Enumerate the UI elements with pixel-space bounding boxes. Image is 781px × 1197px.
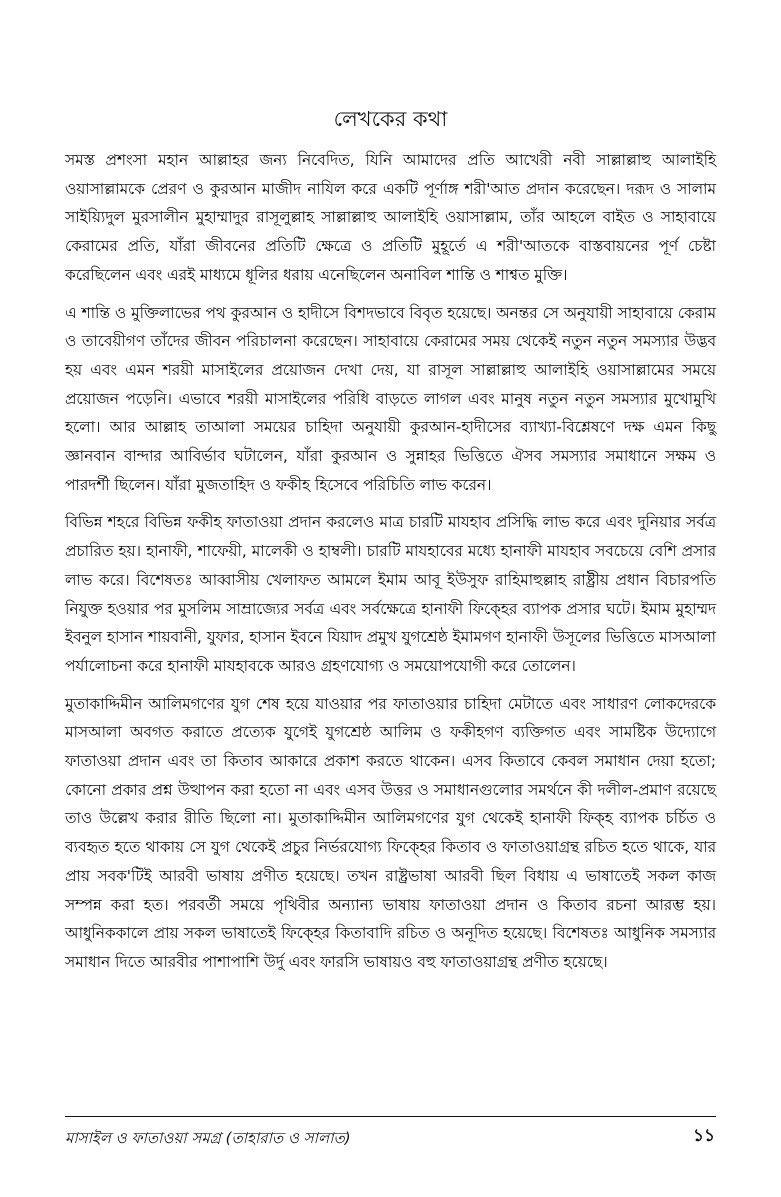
footer-book-title: মাসাইল ও ফাতাওয়া সমগ্র (তাহারাত ও সালাত) [65,1129,351,1147]
paragraph-4: মুতাকাদ্দিমীন আলিমগণের যুগ শেষ হয়ে যাওয়ার পর ফাতাওয়ার চাহিদা মেটাতে এবং সাধারণ লোকদেরকে মাসআলা অবগত করাতে প্রত্যেক যুগেই যুগশ্রেষ্ঠ আলিম ও ফকীহগণ ব্যক্তিগত এবং সামষ্টিক উদ্যোগে ফাতাওয়া প্রদান এবং তা কিতাব আকারে প্রকাশ করতে থাকেন। এসব কিতাবে কেবল সমাধান দেয়া হতো; কোনো প্রকার প্রশ্ন উত্থাপন করা হতো না এবং এসব উত্তর ও সমাধানগুলোর সমর্থনে কী দলীল-প্রমাণ রয়েছে তাও উল্লেখ করার রীতি ছিলো না। মুতাকাদ্দিমীন আলিমগণের যুগ থেকেই হানাফী ফিক্হ ব্যাপক চর্চিত ও ব্যবহৃত হতে থাকায় সে যুগ থেকেই প্রচুর নির্ভরযোগ্য ফিক্হের কিতাব ও ফাতাওয়াগ্রন্থ রচিত হতে থাকে, যার প্রায় সবক'টিই আরবী ভাষায় প্রণীত হয়েছে। তখন রাষ্ট্রভাষা আরবী ছিল বিধায় এ ভাষাতেই সকল কাজ সম্পন্ন করা হত। পরবর্তী সময়ে পৃথিবীর অন্যান্য ভাষায় ফাতাওয়া প্রদান ও কিতাব রচনা আরম্ভ হয়। আধুনিককালে প্রায় সকল ভাষাতেই ফিক্হের কিতাবাদি রচিত ও অনূদিত হয়েছে। বিশেষতঃ আধুনিক সমস্যার সমাধান দিতে আরবীর পাশাপাশি উর্দু এবং ফারসি ভাষায়ও বহু ফাতাওয়াগ্রন্থ প্রণীত হয়েছে। [65,694,716,971]
paragraph-3: বিভিন্ন শহরে বিভিন্ন ফকীহ ফাতাওয়া প্রদান করলেও মাত্র চারটি মাযহাব প্রসিদ্ধি লাভ করে এবং দুনিয়ার সর্বত্র প্রচারিত হয়। হানাফী, শাফেয়ী, মালেকী ও হাম্বলী। চারটি মাযহাবের মধ্যে হানাফী মাযহাব সবচেয়ে বেশি প্রসার লাভ করে। বিশেষতঃ আব্বাসীয় খেলাফত আমলে ইমাম আবূ ইউসুফ রাহিমাহুল্লাহ রাষ্ট্রীয় প্রধান বিচারপতি নিযুক্ত হওয়ার পর মুসলিম সাম্রাজ্যের সর্বত্র এবং সর্বক্ষেত্রে হানাফী ফিক্হের ব্যাপক প্রসার ঘটে। ইমাম মুহাম্মদ ইবনুল হাসান শায়বানী, যুফার, হাসান ইবনে যিয়াদ প্রমুখ যুগশ্রেষ্ঠ ইমামগণ হানাফী উসূলের ভিত্তিতে মাসআলা পর্যালোচনা করে হানাফী মাযহাবকে আরও গ্রহণযোগ্য ও সময়োপযোগী করে তোলেন। [65,513,716,675]
body-text [65,146,716,986]
paragraph-1: সমস্ত প্রশংসা মহান আল্লাহর জন্য নিবেদিত, যিনি আমাদের প্রতি আখেরী নবী সাল্লাল্লাহু আলাইহি ওয়াসাল্লামকে প্রেরণ ও কুরআন মাজীদ নাযিল করে একটি পূর্ণাঙ্গ শরী'আত প্রদান করেছেন। দরূদ ও সালাম সাইয়্যিদুল মুরসালীন মুহাম্মাদুর রাসূলুল্লাহ সাল্লাল্লাহু আলাইহি ওয়াসাল্লাম, তাঁর আহলে বাইত ও সাহাবায়ে কেরামের প্রতি, যাঁরা জীবনের প্রতিটি ক্ষেত্রে ও প্রতিটি মুহূর্তে এ শরী'আতকে বাস্তবায়নের পূর্ণ চেষ্টা করেছিলেন এবং এরই মাধ্যমে ধূলির ধরায় এনেছিলেন অনাবিল শান্তি ও শাশ্বত মুক্তি। [65,151,716,284]
page-number: ১১ [692,1126,715,1146]
chapter-title: লেখকের কথা [333,107,448,131]
footer-divider [65,1116,716,1117]
paragraph-2: এ শান্তি ও মুক্তিলাভের পথ কুরআন ও হাদীসে বিশদভাবে বিবৃত হয়েছে। অনন্তর সে অনুযায়ী সাহাবায়ে কেরাম ও তাবেয়ীগণ তাঁদের জীবন পরিচালনা করেছেন। সাহাবায়ে কেরামের সময় থেকেই নতুন নতুন সমস্যার উদ্ভব হয় এবং এমন শরয়ী মাসাইলের প্রয়োজন দেখা দেয়, যা রাসূল সাল্লাল্লাহু আলাইহি ওয়াসাল্লামের সময়ে প্রয়োজন পড়েনি। এভাবে শরয়ী মাসাইলের পরিধি বাড়তে লাগল এবং মানুষ নতুন নতুন সমস্যার মুখোমুখি হলো। আর আল্লাহ তাআলা সময়ের চাহিদা অনুযায়ী কুরআন-হাদীসের ব্যাখ্যা-বিশ্লেষণে দক্ষ এমন কিছু জ্ঞানবান বান্দার আবির্ভাব ঘটালেন, যাঁরা কুরআন ও সুন্নাহর ভিত্তিতে ঐসব সমস্যার সমাধানে সক্ষম ও পারদর্শী ছিলেন। যাঁরা মুজতাহিদ ও ফকীহ হিসেবে পরিচিতি লাভ করেন। [65,303,716,494]
